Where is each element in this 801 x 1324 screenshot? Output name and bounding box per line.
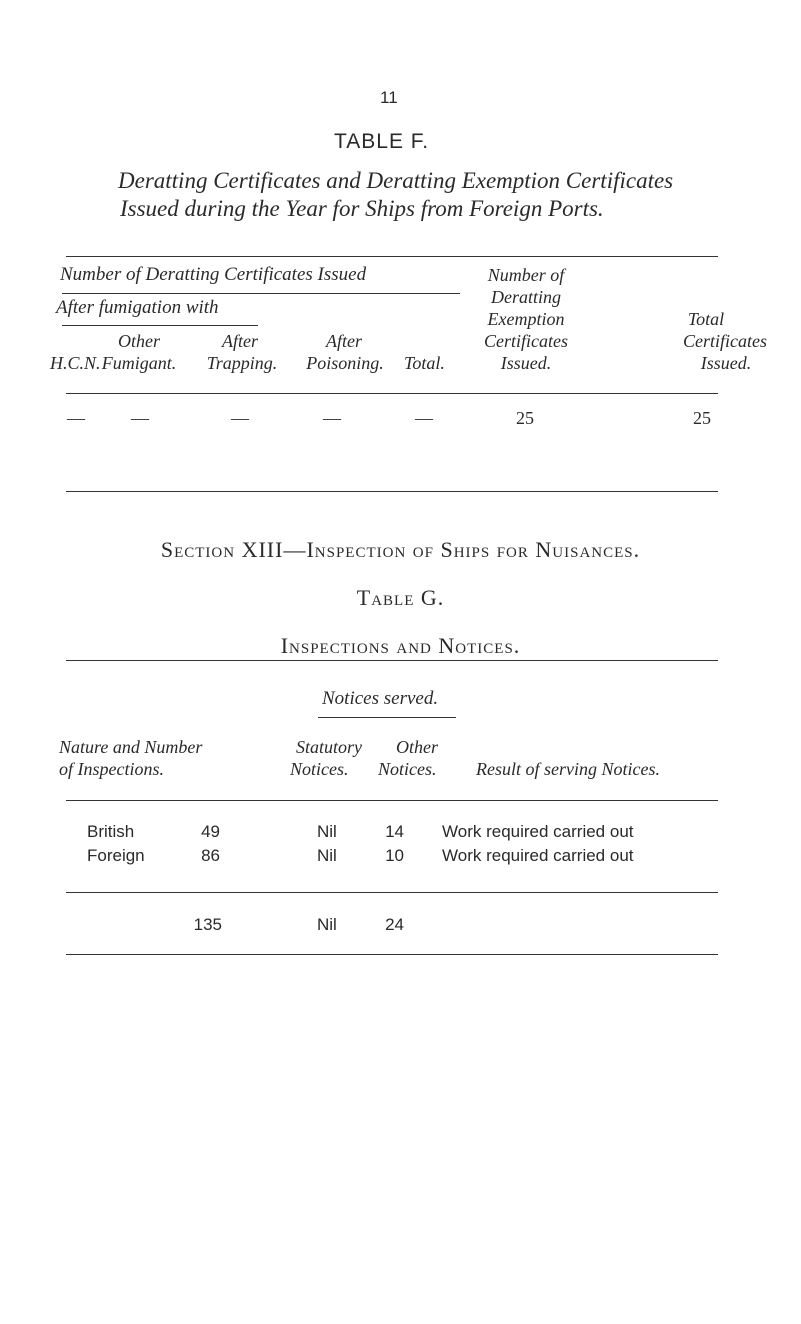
col-statutory-2: Notices. — [290, 759, 349, 779]
col-trapping-2: Trapping. — [206, 353, 278, 373]
table-f-heading: TABLE F. — [334, 130, 430, 153]
subgroup-header: After fumigation with — [56, 297, 219, 318]
col-grand-1: Total — [687, 309, 725, 329]
cell-result: Work required carried out — [442, 822, 634, 841]
cell-total: — — [415, 408, 433, 428]
table-f-header-rule — [66, 393, 718, 394]
subgroup-rule — [62, 325, 258, 326]
cell-nature: Foreign — [87, 846, 145, 865]
col-other-1: Other — [118, 331, 160, 351]
cell-poisoning: — — [323, 408, 341, 428]
cell-other: 10 — [385, 846, 404, 865]
cell-statutory: Nil — [317, 822, 337, 841]
col-exemption-5: Issued. — [500, 353, 552, 373]
table-g-subtitle: Inspections and Notices. — [280, 633, 521, 658]
section-title: Section XIII—Inspection of Ships for Nuisances. — [160, 537, 641, 562]
total-statutory: Nil — [317, 915, 337, 934]
cell-other: — — [131, 408, 149, 428]
table-g-heading: Table G. — [356, 585, 445, 610]
cell-hcn: — — [67, 408, 85, 428]
col-statutory-1: Statutory — [296, 737, 362, 757]
cell-nature: British — [87, 822, 135, 841]
cell-other: 14 — [385, 822, 404, 841]
cell-trapping: — — [231, 408, 249, 428]
col-trapping-1: After — [222, 331, 258, 351]
col-poisoning-2: Poisoning. — [306, 353, 384, 373]
table-g-bottom-rule — [66, 954, 718, 955]
table-g-header-rule — [66, 800, 718, 801]
page-number: 11 — [380, 88, 398, 107]
total-other: 24 — [385, 915, 404, 934]
table-g-top-rule — [66, 660, 718, 661]
col-exemption-2: Deratting — [491, 287, 561, 307]
cell-number: 49 — [201, 822, 220, 841]
cell-grand-total: 25 — [693, 408, 711, 428]
cell-statutory: Nil — [317, 846, 337, 865]
total-number: 135 — [193, 915, 222, 934]
cell-result: Work required carried out — [442, 846, 634, 865]
col-poisoning-1: After — [326, 331, 362, 351]
col-grand-2: Certificates — [683, 331, 767, 351]
col-nature-1: Nature and Number — [59, 737, 203, 757]
col-hcn: H.C.N. — [50, 353, 101, 373]
col-other-2: Fumigant. — [101, 353, 177, 373]
cell-number: 86 — [201, 846, 220, 865]
notices-served-rule — [318, 717, 456, 718]
group-rule — [62, 293, 460, 294]
table-f-bottom-rule — [66, 491, 718, 492]
table-f-top-rule — [66, 256, 718, 257]
col-exemption-4: Certificates — [484, 331, 568, 351]
notices-served-header: Notices served. — [322, 688, 439, 709]
col-exemption-3: Exemption — [487, 309, 565, 329]
col-other-notices-1: Other — [396, 737, 438, 757]
col-other-notices-2: Notices. — [378, 759, 437, 779]
cell-exemption: 25 — [516, 408, 534, 428]
table-g-totals-rule — [66, 892, 718, 893]
col-total: Total. — [404, 353, 445, 373]
col-result: Result of serving Notices. — [476, 759, 660, 779]
col-nature-2: of Inspections. — [59, 759, 164, 779]
col-grand-3: Issued. — [700, 353, 752, 373]
col-exemption-1: Number of — [487, 265, 565, 285]
group-header: Number of Deratting Certificates Issued — [60, 264, 367, 285]
table-f-title-line1: Deratting Certificates and Deratting Exemption Certificates — [118, 168, 674, 193]
table-f-title-line2: Issued during the Year for Ships from Foreign Ports. — [120, 196, 604, 221]
